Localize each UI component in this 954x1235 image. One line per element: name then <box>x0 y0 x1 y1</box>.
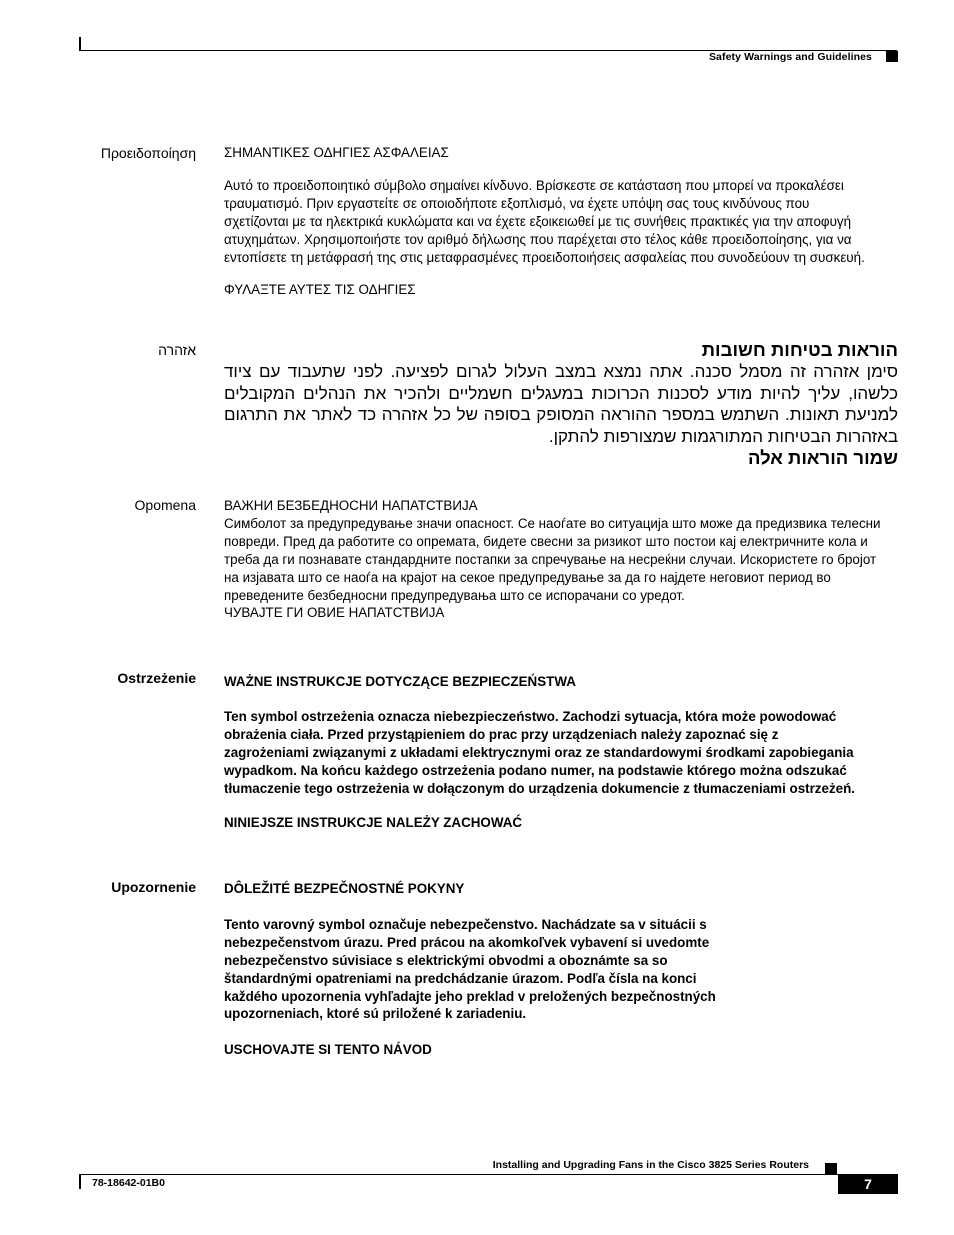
header-marker <box>886 51 898 62</box>
page-number: 7 <box>838 1174 898 1194</box>
warning-body-polish <box>224 673 864 832</box>
warning-heading-hebrew: הוראות בטיחות חשובות <box>701 339 898 360</box>
warning-heading-macedonian: ВАЖНИ БЕЗБЕДНОСНИ НАПАТСТВИЈА <box>224 498 478 513</box>
running-footer-title: Installing and Upgrading Fans in the Cisco 3825 Series Routers <box>492 1159 809 1171</box>
document-number: 78-18642-01B0 <box>92 1177 165 1189</box>
warning-text-slovak: Tento varovný symbol označuje nebezpečenstvo. Nachádzate sa v situácii s nebezpečenstvom úrazu. Pred prácou na akomkoľvek vybavení si uvedomte nebezpečenstvo súvisiace s elektrickými obvodmi a oboznámte sa so štandardnými opatreniami na predchádzanie úrazom. Podľa čísla na konci každého upozornenia vyhľadajte jeho preklad v preložených bezpečnostných upozorneniach, ktoré sú priložené k zariadeniu. <box>224 916 716 1022</box>
warning-body-slovak <box>224 880 744 1059</box>
footer-tick <box>79 1174 81 1189</box>
warning-text-polish: Ten symbol ostrzeżenia oznacza niebezpieczeństwo. Zachodzi sytuacja, która może powodować obrażenia ciała. Przed przystąpieniem do prac przy urządzeniach należy zapoznać się z zagrożeniami związanymi z układami elektrycznymi oraz ze standardowymi środkami zapobiegania wypadkom. Na końcu każdego ostrzeżenia podano numer, na podstawie którego można odszukać tłumaczenie tego ostrzeżenia w dołączonym do urządzenia dokumencie z tłumaczeniami ostrzeżeń. <box>224 708 855 796</box>
warning-text-greek: Αυτό το προειδοποιητικό σύμβολο σημαίνει κίνδυνο. Βρίσκεστε σε κατάσταση που μπορεί να προκαλέσει τραυματισμό. Πριν εργαστείτε σε οποιοδήποτε εξοπλισμό, να έχετε υπόψη σας τους κινδύνους που σχετίζονται με τα ηλεκτρικά κυκλώματα και να έχετε εξοικειωθεί με τις συνήθεις πρακτικές για την αποφυγή ατυχημάτων. Χρησιμοποιήστε τον αριθμό δήλωσης που παρέχεται στο τέλος κάθε προειδοποίησης, για να εντοπίσετε τη μετάφρασή της στις μεταφρασμένες προειδοποιήσεις ασφαλείας που συνοδεύουν τη συσκευή. <box>224 177 865 265</box>
warning-text-hebrew: סימן אזהרה זה מסמל סכנה. אתה נמצא במצב העלול לגרום לפציעה. לפני שתעבוד עם ציוד כלשהו, עליך להיות מודע לסכנות הכרוכות במעגלים חשמליים ולהכיר את הנהלים המקובלים למניעת תאונות. השתמש במספר ההוראה המסופק בסופה של כל אזהרה כד לאתר את התרגום באזהרות הבטיחות המתורגמות שמצורפות להתקן. <box>224 362 898 446</box>
warning-label-slovak: Upozornenie <box>111 879 196 895</box>
warning-footer-macedonian: ЧУВАЈТЕ ГИ ОВИЕ НАПАТСТВИЈА <box>224 605 445 621</box>
warning-label-hebrew: אזהרה <box>158 342 196 358</box>
warning-label-macedonian: Opomena <box>134 497 196 513</box>
warning-footer-hebrew: שמור הוראות אלה <box>747 447 898 468</box>
warning-body-macedonian <box>224 497 890 622</box>
running-header-title: Safety Warnings and Guidelines <box>708 51 872 63</box>
footer-marker <box>825 1163 837 1174</box>
footer-rule <box>79 1174 897 1175</box>
warning-body-greek <box>224 144 874 299</box>
header-tick <box>79 37 81 51</box>
warning-heading-slovak: DÔLEŽITÉ BEZPEČNOSTNÉ POKYNY <box>224 881 465 896</box>
warning-heading-polish: WAŻNE INSTRUKCJE DOTYCZĄCE BEZPIECZEŃSTWA <box>224 674 576 689</box>
warning-footer-slovak: USCHOVAJTE SI TENTO NÁVOD <box>224 1042 432 1058</box>
warning-body-hebrew <box>224 339 898 469</box>
warning-label-polish: Ostrzeżenie <box>117 670 196 686</box>
warning-label-greek: Προειδοποίηση <box>100 145 196 161</box>
warning-footer-greek: ΦΥΛΑΞΤΕ ΑΥΤΕΣ ΤΙΣ ΟΔΗΓΙΕΣ <box>224 282 416 298</box>
warning-footer-polish: NINIEJSZE INSTRUKCJE NALEŻY ZACHOWAĆ <box>224 815 523 831</box>
warning-heading-greek: ΣΗΜΑΝΤΙΚΕΣ ΟΔΗΓΙΕΣ ΑΣΦΑΛΕΙΑΣ <box>224 145 449 160</box>
warning-text-macedonian: Симболот за предупредување значи опасност. Се наоѓате во ситуација што може да предизвика телесни повреди. Пред да работите со опремата, бидете свесни за ризикот што постои кај електричните кола и треба да ги познавате стандардните постапки за спречување на несреќни случаи. Искористете го бројот на изјавата што се наоѓа на крајот на секое предупредување за да го најдете неговиот период во преведените безбедносни предупредувања што се испорачани со уредот. <box>224 515 881 603</box>
